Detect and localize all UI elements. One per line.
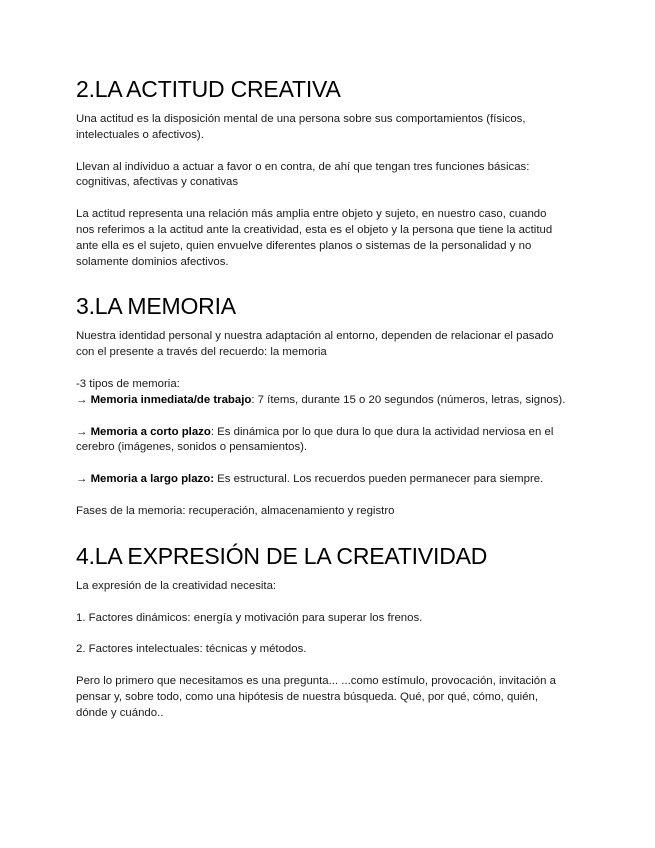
memoria-type-name: Memoria a corto plazo	[90, 425, 211, 438]
memoria-type-text: : 7 ítems, durante 15 o 20 segundos (números, letras, signos).	[251, 393, 566, 406]
arrow-icon: →	[76, 393, 88, 406]
memoria-types-label: -3 tipos de memoria:	[76, 377, 180, 390]
paragraph-actitud-definition: Una actitud es la disposición mental de una persona sobre sus comportamientos (físicos, intelectuales o afectivos).	[76, 113, 526, 141]
memoria-type-inmediata	[76, 393, 566, 409]
paragraph-actitud-relacion: La actitud representa una relación más amplia entre objeto y sujeto, en nuestro caso, cuando nos referimos a la actitud ante la creatividad, esta es el objeto y la persona que tiene la actitud ante ella es el sujeto, quien envuelve diferentes planos o sistemas de la personalidad y no solamente dominios afectivos.	[76, 208, 553, 268]
paragraph-memoria-intro: Nuestra identidad personal y nuestra adaptación al entorno, dependen de relacionar el pasado con el presente a través del recuerdo: la memoria	[76, 330, 554, 359]
memoria-type-largo-plazo	[76, 472, 566, 488]
paragraph-expresion-necesita: La expresión de la creatividad necesita:	[76, 579, 277, 592]
section-heading-expresion-creatividad: 4.LA EXPRESIÓN DE LA CREATIVIDAD	[76, 542, 488, 569]
section-heading-actitud-creativa: 2.LA ACTITUD CREATIVA	[76, 76, 341, 102]
arrow-icon: →	[76, 473, 88, 486]
arrow-icon: →	[76, 425, 88, 438]
memoria-type-corto-plazo	[76, 425, 566, 457]
list-item-factores-dinamicos: 1. Factores dinámicos: energía y motivación para superar los frenos.	[76, 611, 423, 624]
section-heading-memoria: 3.LA MEMORIA	[76, 293, 236, 320]
paragraph-expresion-pregunta: Pero lo primero que necesitamos es una pregunta... ...como estímulo, provocación, invitación a pensar y, sobre todo, como una hipótesis de nuestra búsqueda. Qué, por qué, cómo, quién, dónde y cuándo..	[76, 675, 556, 719]
paragraph-actitud-funciones: Llevan al individuo a actuar a favor o en contra, de ahí que tengan tres funciones básicas: cognitivas, afectivas y conativas	[76, 160, 530, 189]
memoria-type-text: : Es dinámica por lo que dura lo que dura la actividad nerviosa en el cerebro (imágenes, sonidos o pensamientos).	[76, 425, 554, 454]
memoria-type-name: Memoria inmediata/de trabajo	[90, 393, 252, 406]
list-item-factores-intelectuales: 2. Factores intelectuales: técnicas y métodos.	[76, 643, 307, 656]
memoria-type-text: Es estructural. Los recuerdos pueden permanecer para siempre.	[214, 473, 544, 486]
document-page	[76, 74, 566, 722]
paragraph-memoria-fases: Fases de la memoria: recuperación, almacenamiento y registro	[76, 504, 395, 517]
memoria-type-name: Memoria a largo plazo:	[90, 473, 214, 486]
